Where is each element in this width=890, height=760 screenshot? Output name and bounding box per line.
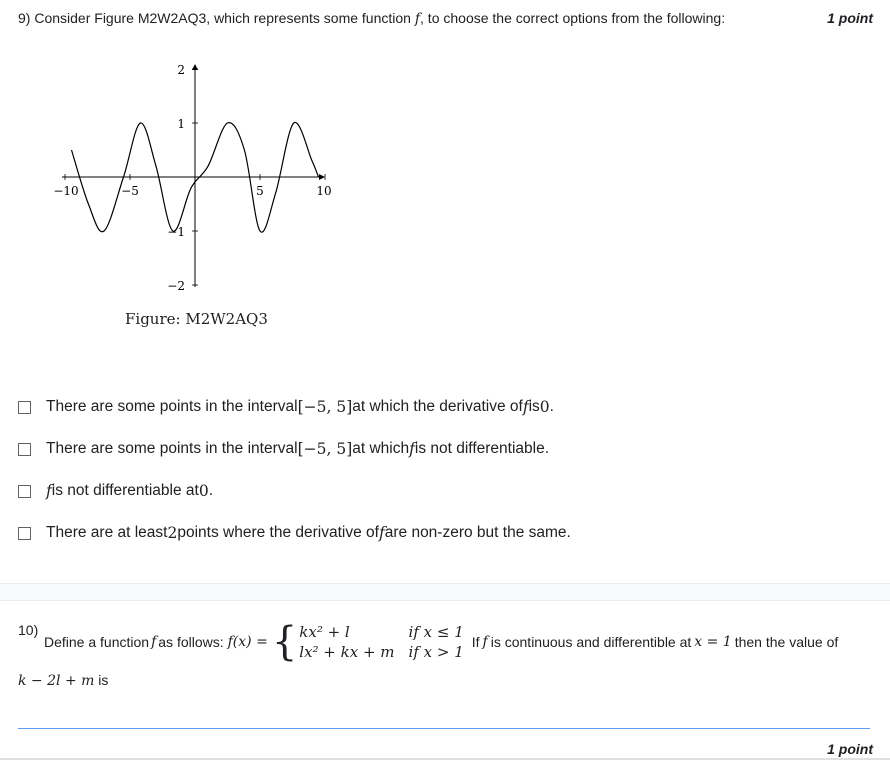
option-text: There are some points in the interval bbox=[46, 398, 298, 415]
question-text-suffix: , to choose the correct options from the following: bbox=[420, 10, 726, 26]
x-tick-label-minus-10: −10 bbox=[53, 184, 79, 198]
option-text: points where the derivative of bbox=[177, 524, 379, 541]
q10-x-equals: x = 1 bbox=[694, 634, 732, 650]
case-2-expression: lx² + kx + m bbox=[299, 643, 395, 661]
q10-then: then the value of bbox=[734, 634, 839, 650]
question-divider bbox=[0, 583, 890, 601]
option-text: is bbox=[528, 398, 540, 415]
question-10-continuation bbox=[18, 672, 108, 689]
x-tick-label-minus-5: −5 bbox=[121, 184, 139, 198]
option-text: are non-zero but the same. bbox=[384, 524, 571, 541]
option-text: is not differentiable at bbox=[51, 482, 199, 499]
figure-caption: Figure: M2W2AQ3 bbox=[125, 310, 268, 328]
option-text: at which bbox=[352, 440, 410, 457]
case-1-expression: kx² + l bbox=[299, 623, 350, 641]
option-math: f bbox=[409, 440, 415, 458]
y-tick-label-minus-1: −1 bbox=[167, 225, 185, 239]
question-number: 9) bbox=[18, 10, 31, 26]
case-2-condition: if x > 1 bbox=[408, 643, 464, 661]
q10-as-follows: as follows: bbox=[158, 634, 224, 650]
y-tick-label-2: 2 bbox=[177, 63, 185, 77]
left-brace: { bbox=[271, 619, 298, 665]
q10-continuous-text: is continuous and differentible at bbox=[490, 634, 692, 650]
option-1[interactable] bbox=[18, 396, 554, 418]
y-tick-label-1: 1 bbox=[177, 117, 185, 131]
option-math: f bbox=[378, 524, 385, 542]
option-checkbox[interactable] bbox=[18, 401, 31, 414]
points-badge: 1 point bbox=[827, 10, 873, 26]
y-tick-label-minus-2: −2 bbox=[167, 279, 185, 293]
q10-define: Define a function bbox=[44, 634, 150, 650]
x-tick-label-5: 5 bbox=[256, 184, 264, 198]
option-text: There are at least bbox=[46, 524, 168, 541]
question-text-prefix: Consider Figure M2W2AQ3, which represents some function bbox=[34, 10, 415, 26]
option-text: . bbox=[549, 398, 554, 415]
option-checkbox[interactable] bbox=[18, 443, 31, 456]
points-badge-2: 1 point bbox=[827, 741, 873, 757]
question-9-header bbox=[18, 10, 873, 27]
option-3[interactable] bbox=[18, 480, 213, 502]
x-tick-label-10: 10 bbox=[316, 184, 332, 198]
option-math: 0 bbox=[198, 482, 209, 500]
option-text: at which the derivative of bbox=[352, 398, 523, 415]
option-math: f bbox=[46, 482, 52, 500]
option-math: [−5, 5] bbox=[297, 398, 353, 416]
option-checkbox[interactable] bbox=[18, 485, 31, 498]
option-text: . bbox=[208, 482, 213, 499]
option-math: f bbox=[522, 398, 529, 416]
q10-is: is bbox=[94, 672, 109, 688]
q10-function-symbol-2: f bbox=[482, 634, 488, 650]
case-1-condition: if x ≤ 1 bbox=[408, 623, 464, 641]
q10-if: If bbox=[471, 634, 480, 650]
option-math: 0 bbox=[539, 398, 550, 416]
function-symbol: f bbox=[414, 11, 421, 27]
q10-fx: f(x) = bbox=[227, 634, 268, 650]
piecewise-definition bbox=[271, 619, 464, 665]
option-math: 2 bbox=[167, 524, 178, 542]
question-10-number: 10) bbox=[18, 622, 39, 638]
option-text: There are some points in the interval bbox=[46, 440, 298, 457]
answer-input-line[interactable] bbox=[18, 728, 870, 729]
q10-function-symbol: f bbox=[151, 634, 157, 650]
q10-expression: k − 2l + m bbox=[18, 673, 95, 689]
option-4[interactable] bbox=[18, 522, 571, 544]
option-checkbox[interactable] bbox=[18, 527, 31, 540]
option-math: [−5, 5] bbox=[297, 440, 353, 458]
option-2[interactable] bbox=[18, 438, 549, 460]
function-graph bbox=[40, 55, 340, 300]
piecewise-cases bbox=[299, 623, 464, 661]
question-10-text bbox=[44, 619, 874, 665]
option-text: is not differentiable. bbox=[414, 440, 550, 457]
